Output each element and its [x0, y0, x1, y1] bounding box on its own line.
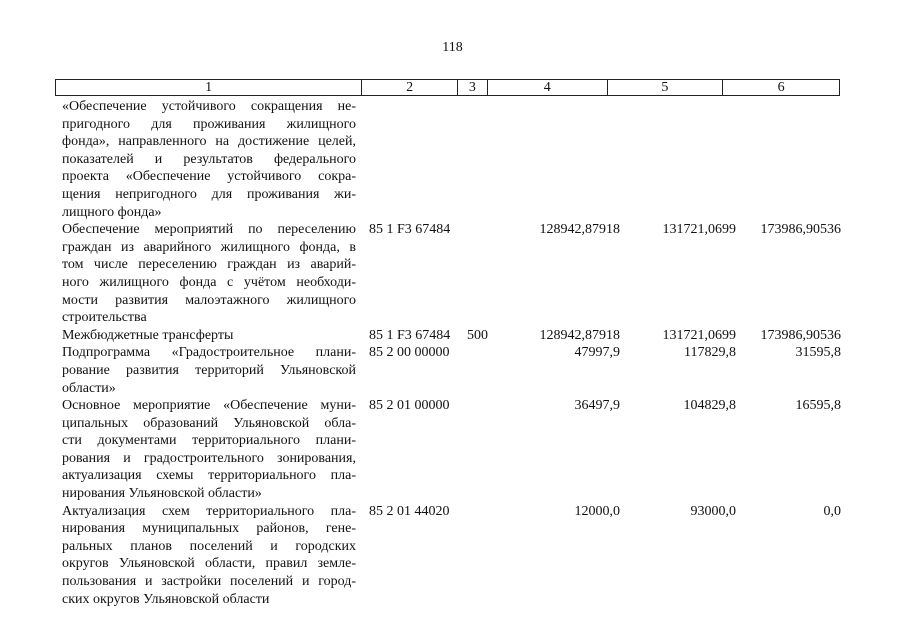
row-value-2023: 173986,90536 — [760, 327, 841, 343]
header-col-5: 5 — [608, 80, 724, 95]
row-value-2021 — [500, 98, 620, 221]
row-name-line: строительства — [62, 310, 147, 326]
row-name-line: фонда», направленного на достижение целей, — [62, 134, 356, 150]
row-group: 500 — [467, 327, 488, 343]
row-name — [62, 344, 356, 397]
row-name-line: граждан из аварийного жилищного фонда, в — [62, 239, 356, 255]
row-value-2022: 93000,0 — [690, 503, 736, 519]
row-name-line: Подпрограмма «Градостроительное плани- — [62, 345, 356, 361]
row-name-line: мости развития малоэтажного жилищного — [62, 292, 356, 308]
row-name-line: ральных планов поселений и городских — [62, 538, 356, 554]
row-code — [356, 98, 467, 221]
row-value-2021: 128942,87918 — [539, 222, 620, 238]
row-name — [62, 221, 356, 327]
row-code: 85 2 00 00000 — [369, 345, 450, 361]
row-name — [62, 327, 356, 345]
row-value-2021: 12000,0 — [574, 503, 620, 519]
row-value-2023: 0,0 — [823, 503, 841, 519]
row-value-2021: 47997,9 — [574, 345, 620, 361]
row-name-line: Основное мероприятие «Обеспечение муни- — [62, 398, 356, 414]
row-name-line: области» — [62, 380, 116, 396]
row-name-line: проекта «Обеспечение устойчивого сокра- — [62, 169, 356, 185]
row-name-line: лищного фонда» — [62, 204, 162, 220]
row-group — [467, 98, 500, 221]
row-name-line: рование развития территорий Ульяновской — [62, 362, 356, 378]
row-name-line: ципальных образований Ульяновской обла- — [62, 415, 356, 431]
row-name-line: Актуализация схем территориального пла- — [62, 503, 356, 519]
row-name — [62, 98, 356, 221]
table-row — [62, 327, 842, 345]
row-name — [62, 397, 356, 503]
row-group — [467, 397, 500, 503]
row-name-line: нирования муниципальных районов, гене- — [62, 521, 356, 537]
row-code: 85 1 F3 67484 — [369, 222, 451, 238]
row-name-line: нирования Ульяновской области» — [62, 486, 262, 502]
page-number: 118 — [442, 40, 463, 55]
row-code: 85 2 01 44020 — [369, 503, 450, 519]
row-code: 85 1 F3 67484 — [369, 327, 451, 343]
header-col-4: 4 — [488, 80, 608, 95]
row-value-2022 — [620, 98, 736, 221]
row-group — [467, 221, 500, 327]
row-name-line: округов Ульяновской области, правил земле- — [62, 556, 356, 572]
row-group — [467, 503, 500, 609]
row-value-2022: 104829,8 — [683, 398, 736, 414]
row-value-2023: 173986,90536 — [760, 222, 841, 238]
row-value-2023: 31595,8 — [795, 345, 841, 361]
row-name-line: «Обеспечение устойчивого сокращения не- — [62, 99, 356, 114]
row-name-line: сти документами территориального плани- — [62, 433, 356, 449]
table-row — [62, 397, 842, 503]
row-code: 85 2 01 00000 — [369, 398, 450, 414]
header-col-6: 6 — [777, 80, 785, 95]
row-name-line: щения непригодного для проживания жи- — [62, 186, 356, 202]
row-name-line: ного жилищного фонда с учётом необходи- — [62, 274, 356, 290]
table-row — [62, 221, 842, 327]
header-col-2: 2 — [362, 80, 458, 95]
table-row — [62, 344, 842, 397]
row-name-line: том числе переселению граждан из аварий- — [62, 257, 356, 273]
row-value-2023: 16595,8 — [795, 398, 841, 414]
row-name-line: пригодного для проживания жилищного — [62, 116, 356, 132]
table-header — [55, 79, 840, 96]
table-body — [62, 98, 842, 608]
row-name-line: актуализация схемы территориального пла- — [62, 468, 356, 484]
row-name-line: Обеспечение мероприятий по переселению — [62, 222, 356, 238]
table-row — [62, 503, 842, 609]
row-value-2021: 36497,9 — [574, 398, 620, 414]
table-row — [62, 98, 842, 221]
row-value-2022: 131721,0699 — [662, 222, 736, 238]
row-value-2023 — [736, 98, 841, 221]
row-name-line: рования и градостроительного зонирования, — [62, 450, 356, 466]
row-value-2021: 128942,87918 — [539, 327, 620, 343]
row-value-2022: 131721,0699 — [662, 327, 736, 343]
row-value-2022: 117829,8 — [684, 345, 736, 361]
row-name-line: показателей и результатов федерального — [62, 151, 356, 167]
row-name — [62, 503, 356, 609]
header-col-3: 3 — [458, 80, 488, 95]
header-col-1: 1 — [56, 80, 362, 95]
row-name-line: ских округов Ульяновской области — [62, 591, 270, 607]
row-name-line: Межбюджетные трансферты — [62, 327, 234, 343]
row-group — [467, 344, 500, 397]
row-name-line: пользования и застройки поселений и город- — [62, 574, 356, 590]
